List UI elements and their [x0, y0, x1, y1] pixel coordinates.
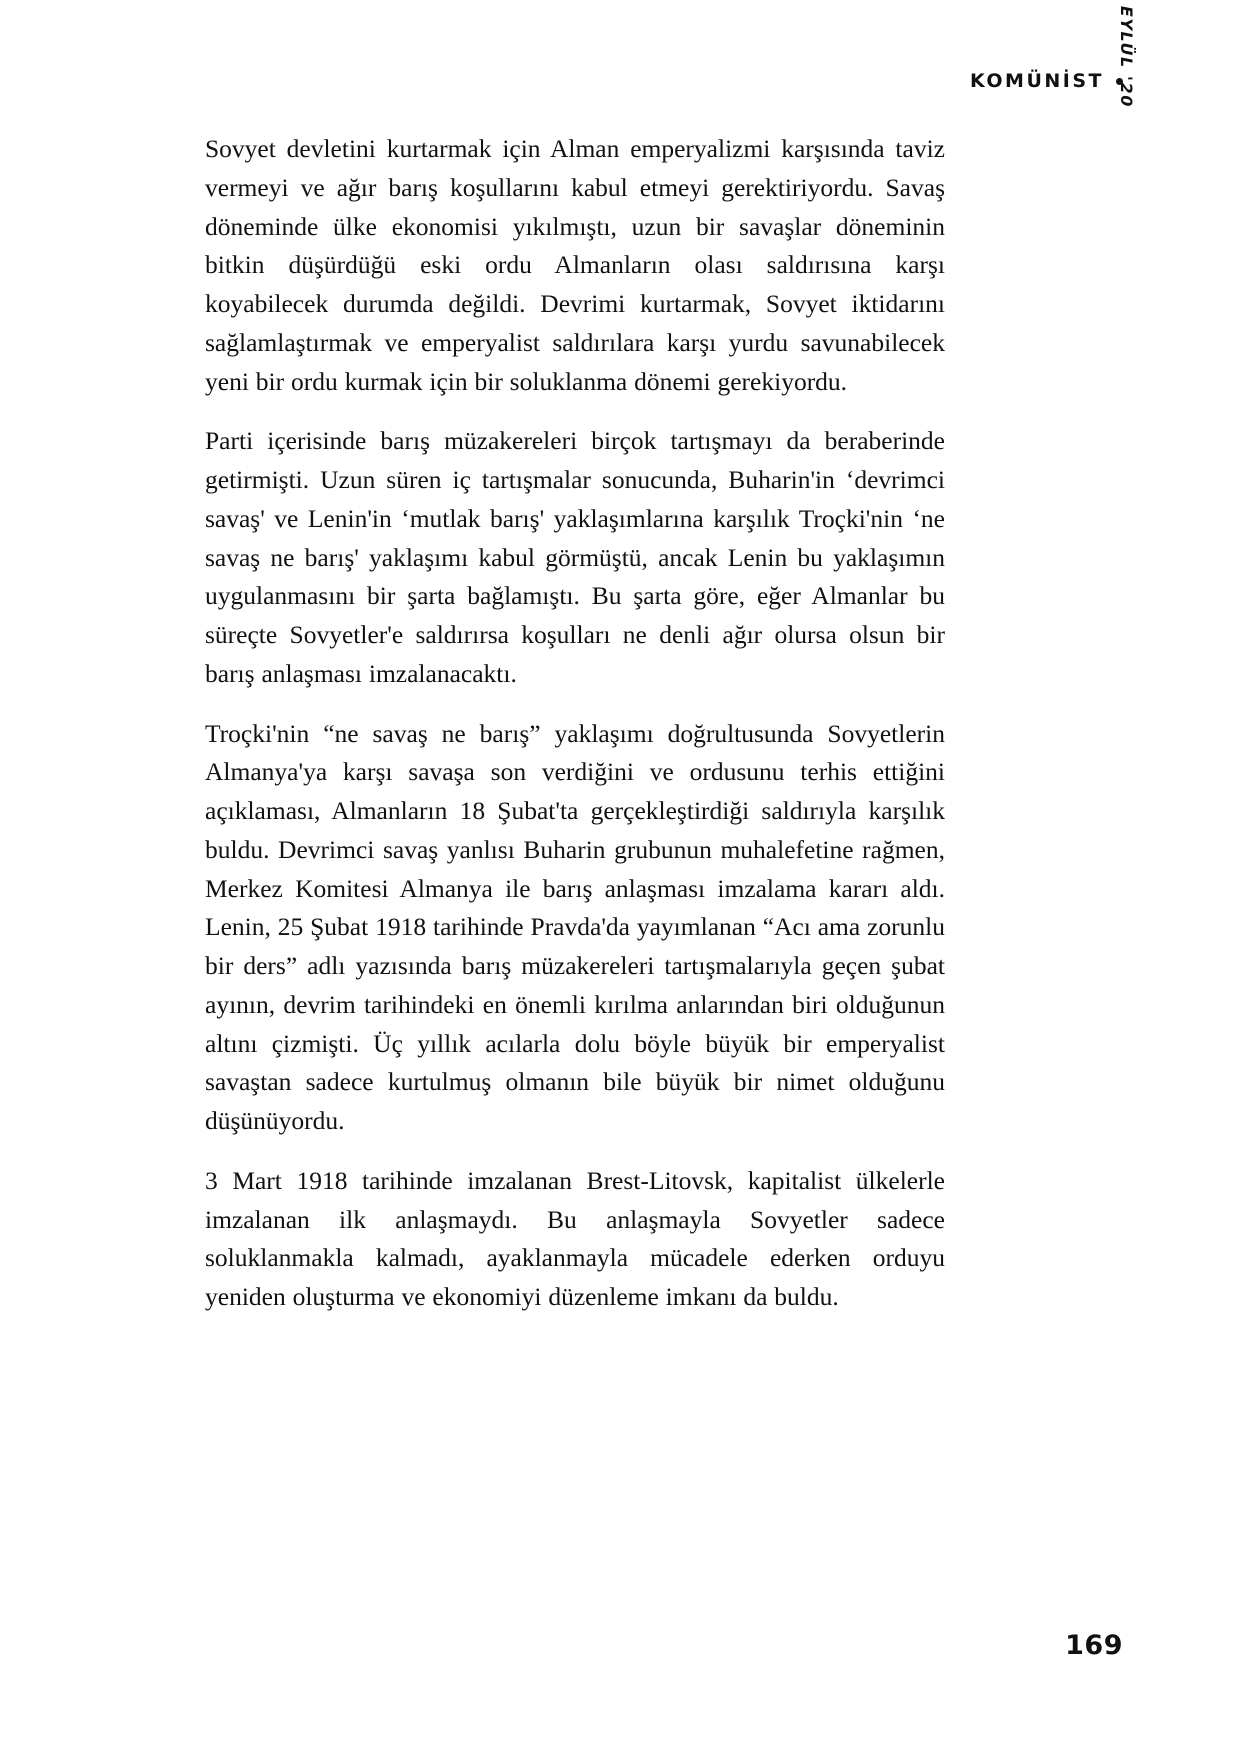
publication-title: KOMÜNİST [970, 70, 1104, 92]
issue-date-label: EYLÜL '20 [1117, 5, 1136, 108]
running-head [970, 70, 1123, 92]
paragraph: Troçki'nin “ne savaş ne barış” yaklaşımı doğrultusunda Sovyetlerin Almanya'ya karşı savaşa son verdiğini ve ordusunu terhis ettiğini açıklaması, Almanların 18 Şubat'ta gerçekleştirdiği saldırıyla karşılık buldu. Devrimci savaş yanlısı Buharin grubunun muhalefetine rağmen, Merkez Komitesi Almanya ile barış anlaşması imzalama kararı aldı. Lenin, 25 Şubat 1918 tarihinde Pravda'da yayımlanan “Acı ama zorunlu bir ders” adlı yazısında barış müzakereleri tartışmalarıyla geçen şubat ayının, devrim tarihindeki en önemli kırılma anlarından biri olduğunun altını çizmişti. Üç yıllık acılarla dolu böyle büyük bir emperyalist savaştan sadece kurtulmuş olmanın bile büyük bir nimet olduğunu düşünüyordu. [205, 718, 945, 1135]
paragraph: 3 Mart 1918 tarihinde imzalanan Brest-Litovsk, kapitalist ülkelerle imzalanan ilk anlaşmaydı. Bu anlaşmayla Sovyetler sadece soluklanmakla kalmadı, ayaklanmayla mücadele ederken orduyu yeniden oluşturma ve ekonomiyi düzenleme imkanı da buldu. [205, 1165, 945, 1311]
paragraph: Sovyet devletini kurtarmak için Alman emperyalizmi karşısında taviz vermeyi ve ağır barış koşullarını kabul etmeyi gerektiriyordu. Savaş döneminde ülke ekonomisi yıkılmıştı, uzun bir savaşlar döneminin bitkin düşürdüğü eski ordu Almanların olası saldırısına karşı koyabilecek durumda değildi. Devrimi kurtarmak, Sovyet iktidarını sağlamlaştırmak ve emperyalist saldırılara karşı yurdu savunabilecek yeni bir ordu kurmak için bir soluklanma dönemi gerekiyordu. [205, 134, 945, 396]
page-number: 169 [1065, 1630, 1123, 1661]
page-body [205, 130, 945, 1317]
paragraph: Parti içerisinde barış müzakereleri birçok tartışmayı da beraberinde getirmişti. Uzun süren iç tartışmalar sonucunda, Buharin'in ‘devrimci savaş' ve Lenin'in ‘mutlak barış' yaklaşımlarına karşılık Troçki'nin ‘ne savaş ne barış' yaklaşımı kabul görmüştü, ancak Lenin bu yaklaşımın uygulanmasını bir şarta bağlamıştı. Bu şarta göre, eğer Almanlar bu süreçte Sovyetler'e saldırırsa koşulları ne denli ağır olursa olsun bir barış anlaşması imzalanacaktı. [205, 426, 945, 688]
